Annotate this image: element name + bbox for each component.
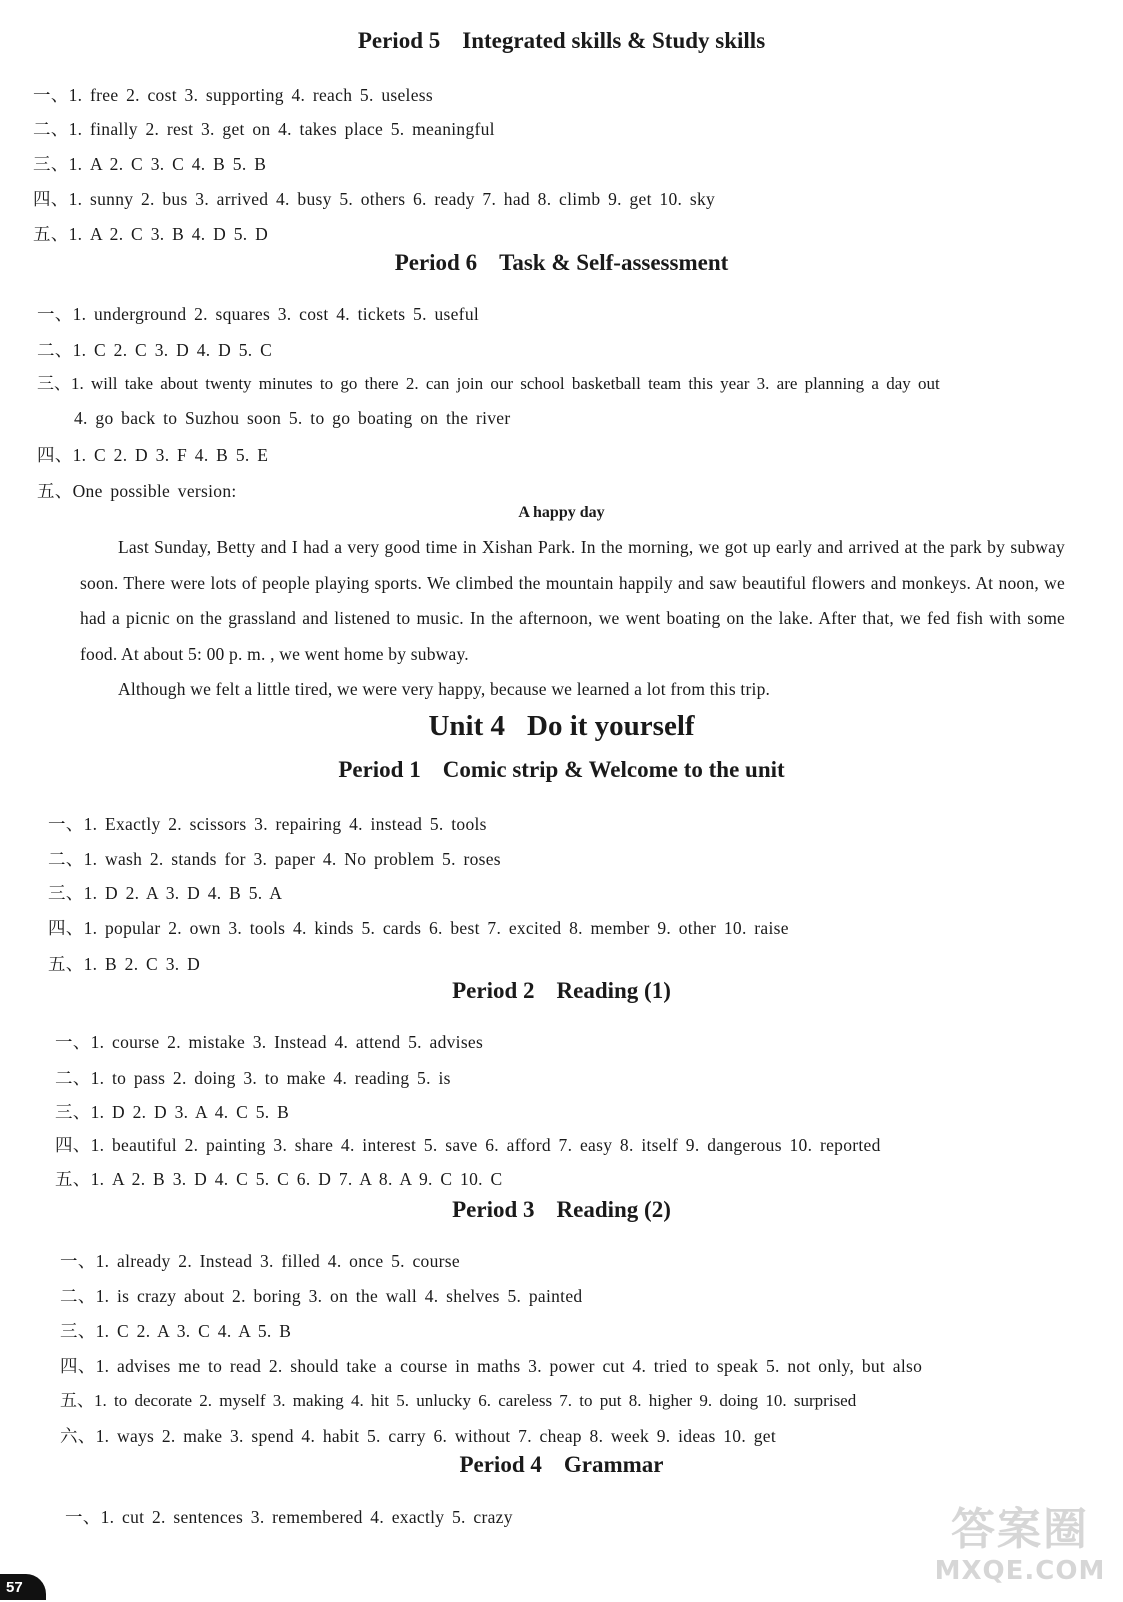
- answer-line: 三、1. C 2. A 3. C 4. A 5. B: [60, 1321, 292, 1341]
- watermark-glyphs: 答案圈: [951, 1504, 1089, 1555]
- answer-line: 五、One possible version:: [37, 481, 237, 501]
- answer-line: 三、1. D 2. D 3. A 4. C 5. B: [55, 1102, 290, 1122]
- answer-line: 五、1. B 2. C 3. D: [48, 954, 201, 974]
- watermark-logo: [930, 1505, 1110, 1595]
- answer-line: 三、1. A 2. C 3. C 4. B 5. B: [33, 154, 267, 174]
- answer-line: 六、1. ways 2. make 3. spend 4. habit 5. carry 6. without 7. cheap 8. week 9. ideas 10. get: [60, 1426, 776, 1446]
- answer-line: 五、1. A 2. C 3. B 4. D 5. D: [33, 224, 269, 244]
- unit4-period-4-heading: Period 4 Grammar: [459, 1452, 664, 1477]
- period-6-heading: Period 6 Task & Self-assessment: [394, 250, 729, 275]
- answer-line: 四、1. beautiful 2. painting 3. share 4. interest 5. save 6. afford 7. easy 8. itself 9. dangerous 10. reported: [55, 1135, 881, 1155]
- answer-line: 一、1. course 2. mistake 3. Instead 4. attend 5. advises: [55, 1032, 484, 1052]
- answer-line: 二、1. is crazy about 2. boring 3. on the wall 4. shelves 5. painted: [60, 1286, 583, 1306]
- answer-line: 4. go back to Suzhou soon 5. to go boating on the river: [74, 408, 511, 428]
- period-5-heading: Period 5 Integrated skills & Study skills: [357, 28, 766, 53]
- answer-line: 四、1. popular 2. own 3. tools 4. kinds 5. cards 6. best 7. excited 8. member 9. other 10. raise: [48, 918, 789, 938]
- answer-line: 三、1. will take about twenty minutes to go there 2. can join our school basketball team this year 3. are planning a day out: [37, 374, 940, 393]
- essay-paragraph: Last Sunday, Betty and I had a very good time in Xishan Park. In the morning, we got up early and arrived at the park by subway soon. There were lots of people playing sports. We climbed the mountain happily and saw beautiful flowers and monkeys. At noon, we had a picnic on the grassland and listened to music. In the afternoon, we went boating on the lake. After that, we fed fish with some food. At about 5: 00 p. m. , we went home by subway.: [80, 537, 1065, 664]
- answer-line: 一、1. cut 2. sentences 3. remembered 4. exactly 5. crazy: [65, 1507, 513, 1527]
- essay-title: A happy day: [518, 504, 605, 521]
- answer-line: 四、1. C 2. D 3. F 4. B 5. E: [37, 445, 269, 465]
- unit4-period-2-heading: Period 2 Reading (1): [452, 978, 671, 1003]
- page-number: 57: [0, 1574, 46, 1600]
- answer-line: 一、1. underground 2. squares 3. cost 4. tickets 5. useful: [37, 304, 480, 324]
- answer-line: 五、1. to decorate 2. myself 3. making 4. hit 5. unlucky 6. careless 7. to put 8. higher 9. doing 10. surprised: [60, 1391, 857, 1410]
- unit-4-heading: Unit 4 Do it yourself: [428, 710, 695, 742]
- answer-line: 一、1. free 2. cost 3. supporting 4. reach 5. useless: [33, 85, 433, 105]
- essay-paragraph: Although we felt a little tired, we were very happy, because we learned a lot from this trip.: [118, 679, 771, 699]
- answer-line: 二、1. finally 2. rest 3. get on 4. takes place 5. meaningful: [33, 119, 495, 139]
- answer-line: 一、1. already 2. Instead 3. filled 4. once 5. course: [60, 1251, 460, 1271]
- unit4-period-1-heading: Period 1 Comic strip & Welcome to the unit: [338, 757, 785, 782]
- answer-line: 二、1. wash 2. stands for 3. paper 4. No problem 5. roses: [48, 849, 501, 869]
- answer-line: 三、1. D 2. A 3. D 4. B 5. A: [48, 883, 283, 903]
- unit4-period-3-heading: Period 3 Reading (2): [452, 1197, 671, 1222]
- answer-line: 二、1. C 2. C 3. D 4. D 5. C: [37, 340, 273, 360]
- watermark-text: MXQE.COM: [934, 1556, 1106, 1586]
- answer-line: 二、1. to pass 2. doing 3. to make 4. reading 5. is: [55, 1068, 451, 1088]
- answer-line: 四、1. sunny 2. bus 3. arrived 4. busy 5. others 6. ready 7. had 8. climb 9. get 10. sky: [33, 189, 716, 209]
- answer-line: 一、1. Exactly 2. scissors 3. repairing 4. instead 5. tools: [48, 814, 487, 834]
- answer-line: 五、1. A 2. B 3. D 4. C 5. C 6. D 7. A 8. A 9. C 10. C: [55, 1169, 503, 1189]
- answer-line: 四、1. advises me to read 2. should take a course in maths 3. power cut 4. tried to speak 5. not only, but also: [60, 1356, 923, 1376]
